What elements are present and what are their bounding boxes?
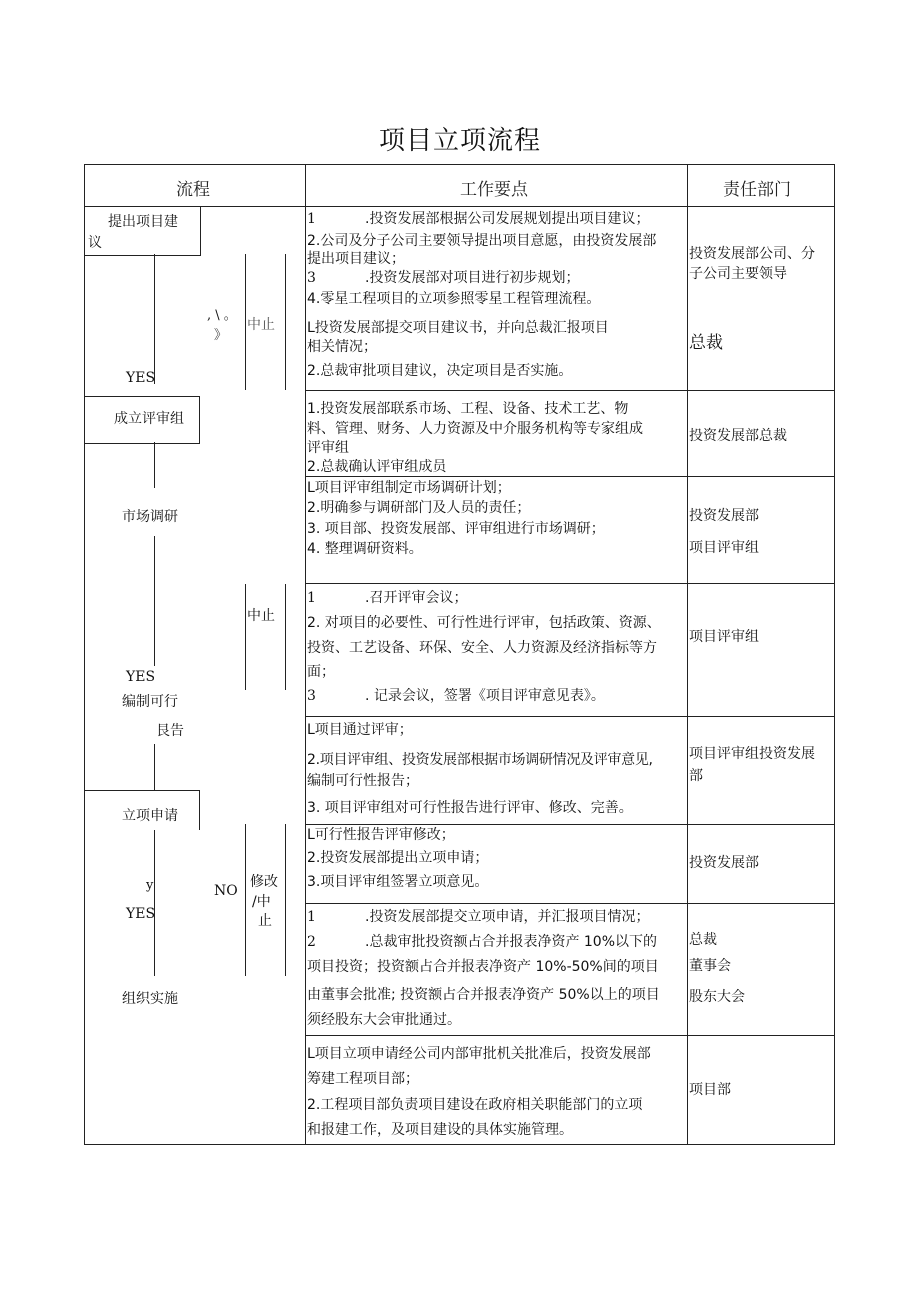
work-point: 2.总裁审批项目建议，决定项目是否实施。: [307, 363, 573, 379]
work-point: 料、管理、财务、人力资源及中介服务机构等专家组成: [307, 421, 643, 437]
work-point: 2.公司及分子公司主要领导提出项目意愿，由投资发展部: [307, 233, 657, 249]
page-title: 项目立项流程: [378, 126, 541, 156]
work-point: 面；: [307, 664, 335, 680]
dept-name: 总裁: [689, 932, 717, 948]
table-border-bottom: [84, 1144, 835, 1145]
work-point: 3 .投资发展部对项目进行初步规划；: [307, 270, 580, 286]
dept-name: 投资发展部公司、分: [689, 246, 815, 262]
flow-modify-label: /中: [252, 894, 271, 910]
dept-name: 董事会: [689, 958, 731, 974]
flow-box-apply-right: [199, 790, 200, 830]
work-point: 1.投资发展部联系市场、工程、设备、技术工艺、物: [307, 401, 629, 417]
flow-step-draft: 编制可行: [122, 694, 178, 710]
flow-modify-label: 止: [258, 913, 272, 929]
row-divider: [305, 716, 835, 717]
flow-connector: [154, 744, 155, 790]
row-divider: [305, 903, 835, 904]
work-point: 由董事会批准; 投资额占合并报表净资产 50%以上的项目: [307, 987, 660, 1003]
work-point: 投资、工艺设备、环保、安全、人力资源及经济指标等方: [307, 640, 657, 656]
flow-step-apply: 立项申请: [122, 808, 178, 824]
work-point: 3. 项目评审组对可行性报告进行评审、修改、完善。: [307, 800, 633, 816]
work-point: 4. 整理调研资料。: [307, 541, 423, 557]
flow-stop-bracket: [285, 254, 286, 390]
work-point: 项目投资；投资额占合并报表净资产 10%-50%间的项目: [307, 959, 659, 975]
work-point: L投资发展部提交项目建议书，并向总裁汇报项目: [307, 320, 609, 336]
header-points: 工作要点: [460, 180, 528, 200]
flow-yes-label: YES: [126, 669, 156, 685]
column-divider-1: [305, 164, 306, 1145]
work-point: L可行性报告评审修改；: [307, 827, 455, 843]
dept-name: 项目评审组投资发展: [689, 746, 815, 762]
dept-name: 项目评审组: [689, 540, 759, 556]
flow-stop-bracket: [245, 584, 246, 690]
dept-name: 投资发展部: [689, 508, 759, 524]
work-point: 和报建工作，及项目建设的具体实施管理。: [307, 1122, 573, 1138]
header-flow: 流程: [176, 180, 210, 200]
work-point: 3 . 记录会议，签署《项目评审意见表》。: [307, 688, 605, 704]
work-point: 2. 对项目的必要性、可行性进行评审，包括政策、资源、: [307, 615, 661, 631]
row-divider: [305, 1035, 835, 1036]
dept-name: 投资发展部总裁: [689, 428, 787, 444]
work-point: 1 .投资发展部提交立项申请，并汇报项目情况；: [307, 909, 650, 925]
flow-stop-bracket: [285, 584, 286, 690]
flow-stop-label: 中止: [247, 317, 275, 333]
flow-modify-bracket: [285, 824, 286, 976]
work-point: 2.明确参与调研部门及人员的责任；: [307, 500, 531, 516]
dept-name: 项目评审组: [689, 629, 759, 645]
header-dept: 责任部门: [723, 180, 791, 200]
work-point: 2.项目评审组、投资发展部根据市场调研情况及评审意见,: [307, 752, 653, 768]
work-point: 1 .召开评审会议；: [307, 590, 468, 606]
dept-name: 子公司主要领导: [689, 266, 787, 282]
work-point: 3.项目评审组签署立项意见。: [307, 874, 489, 890]
work-point: 筹建工程项目部；: [307, 1071, 419, 1087]
dept-name: 投资发展部: [689, 855, 759, 871]
work-point: 1 .投资发展部根据公司发展规划提出项目建议；: [307, 211, 650, 227]
work-point: 相关情况；: [307, 339, 377, 355]
work-point: 2.投资发展部提出立项申请；: [307, 850, 489, 866]
table-border-right: [834, 164, 835, 1145]
flow-step-propose-cont: 议: [88, 235, 102, 251]
column-divider-2: [687, 164, 688, 1145]
work-point: L项目立项申请经公司内部审批机关批准后，投资发展部: [307, 1046, 651, 1062]
work-point: L项目评审组制定市场调研计划；: [307, 480, 511, 496]
dept-name: 总裁: [689, 333, 723, 353]
flow-modify-bracket: [245, 824, 246, 976]
flow-connector: [154, 442, 155, 488]
work-point: 提出项目建议；: [307, 251, 405, 267]
flow-box-apply-top: [84, 790, 199, 791]
table-border-left: [84, 164, 85, 1145]
flow-step-form-panel: 成立评审组: [114, 411, 184, 427]
flow-step-implement: 组织实施: [122, 991, 178, 1007]
flow-noise-mark: 》: [214, 328, 228, 343]
work-point: 评审组: [307, 440, 349, 456]
table-border-top: [84, 164, 835, 165]
work-point: 编制可行性报告；: [307, 773, 419, 789]
flow-step-propose: 提出项目建: [108, 214, 178, 230]
flow-connector: [154, 536, 155, 666]
work-point: L项目通过评审；: [307, 722, 413, 738]
flow-yes-label: YES: [126, 370, 156, 386]
work-point: 2.工程项目部负责项目建设在政府相关职能部门的立项: [307, 1097, 643, 1113]
dept-name: 部: [689, 768, 703, 784]
row-divider: [305, 583, 835, 584]
work-point: 3. 项目部、投资发展部、评审组进行市场调研；: [307, 521, 605, 537]
dept-name: 股东大会: [689, 989, 745, 1005]
flow-step-draft-cont: 艮告: [156, 723, 184, 739]
flow-stop-label: 中止: [247, 608, 275, 624]
flow-y-mark: y: [146, 878, 154, 893]
work-point: 4.零星工程项目的立项参照零星工程管理流程。: [307, 291, 601, 307]
process-table: [84, 164, 835, 1145]
work-point: 须经股东大会审批通过。: [307, 1012, 461, 1028]
dept-name: 项目部: [689, 1082, 731, 1098]
flow-yes-label: YES: [126, 906, 156, 922]
work-point: 2 .总裁审批投资额占合并报表净资产 10%以下的: [307, 934, 658, 950]
flow-noise-mark: , \ 。: [207, 308, 237, 323]
flow-connector: [154, 254, 155, 384]
flow-modify-label: 修改: [250, 874, 278, 890]
work-point: 2.总裁确认评审组成员: [307, 459, 447, 475]
row-divider: [305, 390, 835, 391]
flow-connector: [154, 830, 155, 976]
flow-stop-bracket: [245, 254, 246, 390]
flow-step-market: 市场调研: [122, 509, 178, 525]
flow-no-label: NO: [214, 883, 238, 899]
